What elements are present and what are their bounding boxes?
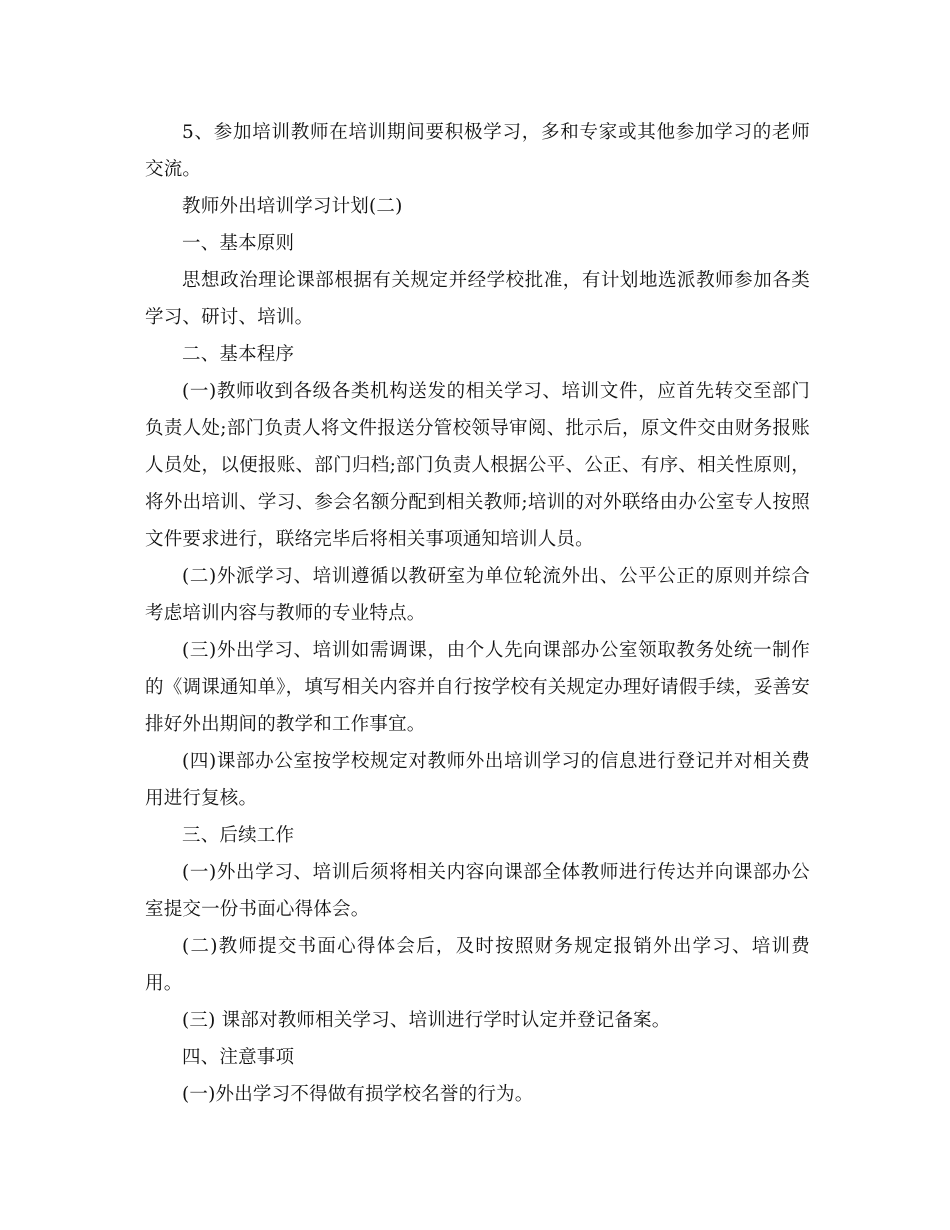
paragraph-follow-up-2: (二)教师提交书面心得体会后，及时按照财务规定报销外出学习、培训费用。: [145, 936, 810, 994]
paragraph-item-5-conclusion: 5、参加培训教师在培训期间要积极学习，多和专家或其他参加学习的老师交流。: [145, 122, 810, 180]
paragraph-notes-1: (一)外出学习不得做有损学校名誉的行为。: [182, 1084, 534, 1105]
section-heading-basic-principles: 一、基本原则: [182, 233, 295, 254]
paragraph-procedure-1: (一)教师收到各级各类机构送发的相关学习、培训文件，应首先转交至部门负责人处;部门负责人将文件报送分管校领导审阅、批示后，原文件交由财务报账人员处，以便报账、部门归档;部门负责人根据公平、公正、有序、相关性原则，将外出培训、学习、参会名额分配到相关教师;培训的对外联络由办公室专人按照文件要求进行，联络完毕后将相关事项通知培训人员。: [145, 381, 810, 550]
section-heading-follow-up-work: 三、后续工作: [182, 825, 295, 846]
paragraph-follow-up-1: (一)外出学习、培训后须将相关内容向课部全体教师进行传达并向课部办公室提交一份书面心得体会。: [145, 862, 810, 920]
paragraph-procedure-4: (四)课部办公室按学校规定对教师外出培训学习的信息进行登记并对相关费用进行复核。: [145, 751, 810, 809]
section-heading-notes: 四、注意事项: [182, 1047, 295, 1068]
section-heading-basic-procedure: 二、基本程序: [182, 344, 295, 365]
document-title: 教师外出培训学习计划(二): [182, 196, 403, 217]
paragraph-follow-up-3: (三) 课部对教师相关学习、培训进行学时认定并登记备案。: [182, 1010, 671, 1031]
paragraph-procedure-2: (二)外派学习、培训遵循以教研室为单位轮流外出、公平公正的原则并综合考虑培训内容与教师的专业特点。: [145, 566, 810, 624]
document-body: [145, 114, 810, 1113]
paragraph-procedure-3: (三)外出学习、培训如需调课，由个人先向课部办公室领取教务处统一制作的《调课通知单》，填写相关内容并自行按学校有关规定办理好请假手续，妥善安排好外出期间的教学和工作事宜。: [145, 640, 810, 735]
paragraph-basic-principles: 思想政治理论课部根据有关规定并经学校批准，有计划地选派教师参加各类学习、研讨、培训。: [145, 270, 810, 328]
